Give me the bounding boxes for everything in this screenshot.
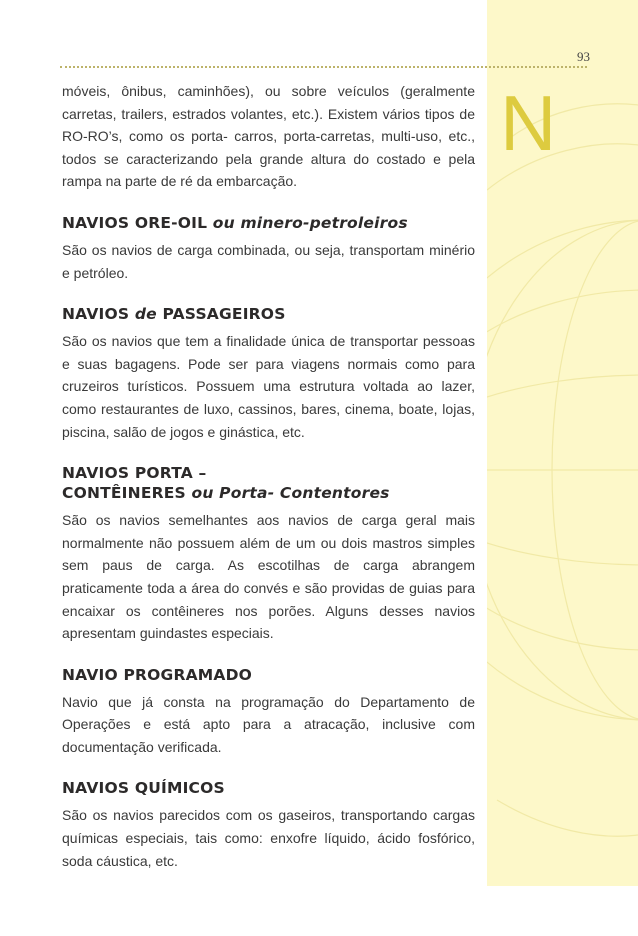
entry-title-sub: ou minero-petroleiros	[212, 213, 408, 232]
header-divider	[60, 66, 587, 68]
entry-description: Navio que já consta na programação do Departamento de Operações e está apto para a atracação, inclusive com documentação verificada.	[62, 693, 475, 755]
entry-navios-porta-conteineres	[62, 463, 475, 645]
entry-title-line1: NAVIOS PORTA –	[62, 464, 207, 483]
entry-title-main: NAVIOS ORE-OIL	[62, 213, 208, 232]
entry-title	[62, 304, 475, 324]
entry-description: São os navios parecidos com os gaseiros, transportando cargas químicas especiais, tais como: enxofre líquido, ácido fosfórico, soda cáustica, etc.	[62, 807, 475, 869]
entry-title-part-b: de	[134, 305, 157, 324]
entry-navios-de-passageiros	[62, 304, 475, 443]
entry-title-line2: CONTÊINERES	[62, 484, 186, 503]
main-content	[62, 80, 475, 872]
entry-title	[62, 213, 475, 233]
entry-navio-programado	[62, 665, 475, 759]
entry-title-part-c: PASSAGEIROS	[156, 305, 286, 324]
entry-description: São os navios que tem a finalidade única de transportar pessoas e suas bagagens. Pode ser para viagens normais como para cruzeiros turísticos. Possuem uma estrutura voltada ao lazer, como restaurantes de luxo, cassinos, bares, cinema, boate, lojas, piscina, salão de jogos e ginástica, etc.	[62, 333, 475, 440]
entry-title: NAVIO PROGRAMADO	[62, 665, 253, 684]
entry-navios-quimicos	[62, 778, 475, 872]
entry-navios-ore-oil	[62, 213, 475, 284]
entry-description: São os navios semelhantes aos navios de carga geral mais normalmente não possuem além de um ou dois mastros simples sem paus de carga. As escotilhas de carga abrangem praticamente toda a área do convés e são providas de guias para encaixar os contêineres nos porões. Alguns desses navios apresentam guindastes especiais.	[62, 512, 475, 642]
entry-description: São os navios de carga combinada, ou seja, transportam minério e petróleo.	[62, 241, 475, 281]
entry-title-part-a: NAVIOS	[62, 305, 135, 324]
entry-title: NAVIOS QUÍMICOS	[62, 779, 225, 798]
page-number: 93	[577, 49, 590, 64]
entry-title-sub: ou Porta- Contentores	[185, 484, 390, 503]
section-letter: N	[500, 79, 557, 167]
entry-title	[62, 463, 475, 503]
intro-paragraph: móveis, ônibus, caminhões), ou sobre veículos (geralmente carretas, trailers, estrados volantes, etc.). Existem vários tipos de RO-RO’s, como os porta- carros, porta-carretas, multi-uso, etc., todos se caracterizando pela grande altura do costado e pela rampa na parte de ré da embarcação.	[62, 83, 475, 190]
